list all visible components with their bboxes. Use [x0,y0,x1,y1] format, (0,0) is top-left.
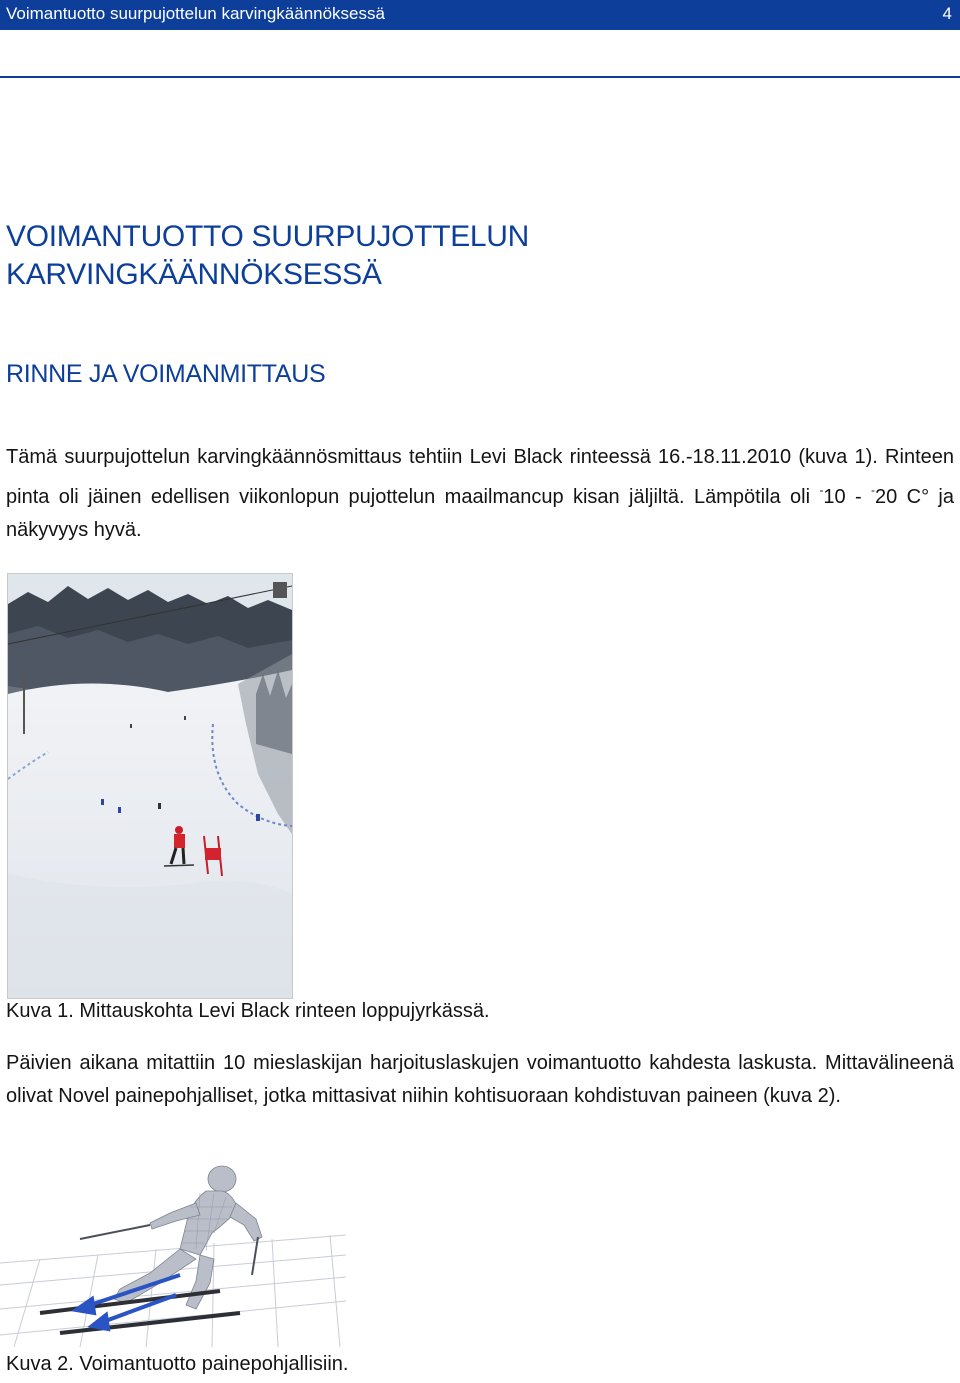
figure-1-label: Kuva 1. [6,1000,74,1022]
header-rule [0,76,960,78]
figure-2-text: Voimantuotto painepohjallisiin. [73,1353,349,1375]
page-number: 4 [942,4,952,23]
minus-sign: - [871,483,876,497]
skier-wireframe-diagram [0,1163,346,1347]
running-header [0,0,960,30]
main-title-line-2: KARVINGKÄÄNNÖKSESSÄ [6,258,382,291]
paragraph-slope-conditions [6,441,954,547]
paragraph-measurement: Päivien aikana mitattiin 10 mieslaskijan harjoituslaskujen voimantuotto kahdesta laskusta. Mittavälineenä olivat Novel painepohjalliset, jotka mittasivat niihin kohtisuoraan kohdistuvan paineen (kuva 2). [6,1052,954,1107]
figure-1-caption [6,1000,490,1023]
paragraph-text: 20 C° ja näkyvyys hyvä. [6,486,954,541]
paragraph-text: Tämä suurpujottelun karvingkäännösmittaus tehtiin Levi Black rinteessä 16.-18.11.2010 (kuva 1). Rinteen pinta oli jäinen edellisen viikonlopun pujottelun maailmancup kisan jäljiltä. Lämpötila oli [6,446,954,508]
minus-sign: - [819,483,824,497]
figure-2-label: Kuva 2. [6,1353,74,1375]
running-title: Voimantuotto suurpujottelun karvingkäännöksessä [6,4,385,23]
paragraph-text: 10 - [823,486,872,508]
ski-slope-illustration [8,574,292,998]
figure-2-caption [6,1353,348,1376]
pressure-insole-illustration [0,1163,346,1347]
ski-slope-photo [7,573,293,999]
main-title [6,218,529,294]
section-heading: RINNE JA VOIMANMITTAUS [6,360,326,388]
main-title-line-1: VOIMANTUOTTO SUURPUJOTTELUN [6,220,530,253]
figure-1-text: Mittauskohta Levi Black rinteen loppujyrkässä. [73,1000,490,1022]
